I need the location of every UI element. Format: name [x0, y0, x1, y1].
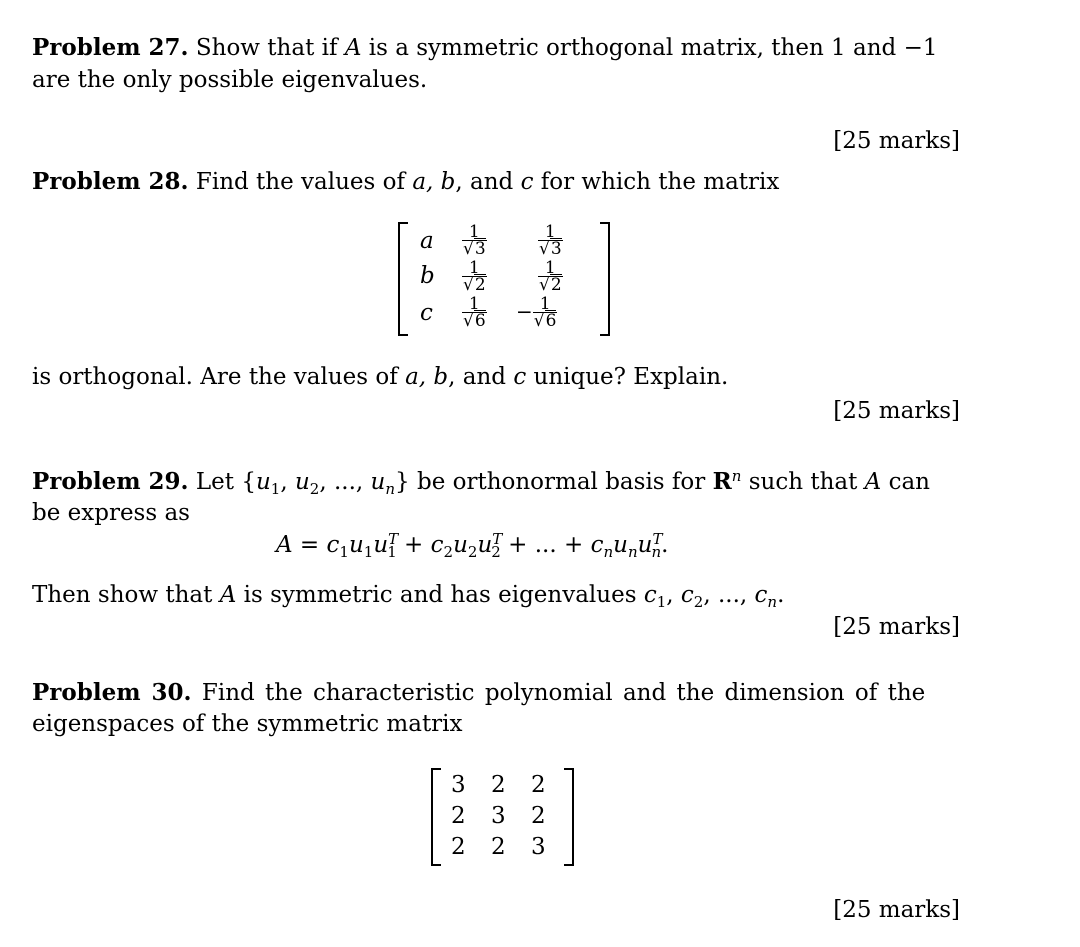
matrix-cell: $\frac{1}{√2}$ [463, 258, 486, 295]
problem-30 [32, 677, 982, 709]
problem-title: Problem 28. [32, 168, 189, 195]
matrix-symmetric [431, 768, 574, 866]
matrix-cell: 2 [451, 834, 466, 860]
equation: $A = c_1u_1u^T_1 + c_2u_2u^T_2$ + ... + $c_nu_nu^T_n$. [276, 530, 669, 561]
matrix-cell: $\frac{1}{√2}$ [539, 258, 562, 295]
marks-label: [25 marks] [833, 128, 960, 154]
matrix-cell: 2 [451, 803, 466, 829]
marks-label: [25 marks] [833, 897, 960, 923]
problem-text: is orthogonal. Are the values of a, b, and c unique? Explain. [32, 364, 729, 390]
matrix-cell: $\frac{1}{√3}$ [463, 222, 486, 259]
problem-text-line: eigenspaces of the symmetric matrix [32, 711, 463, 737]
problem-text: Then show that A is symmetric and has eigenvalues $c_1$, $c_2$, ..., $c_n$. [32, 582, 785, 611]
problem-title: Problem 27. [32, 34, 189, 61]
matrix-cell: 2 [491, 772, 506, 798]
problem-text: Show that if A is a symmetric orthogonal matrix, then 1 and −1 [195, 35, 938, 61]
matrix-cell: 3 [491, 803, 506, 829]
matrix-cell: a [420, 228, 434, 254]
problem-27 [32, 32, 982, 64]
matrix-left-bracket [398, 222, 408, 336]
matrix-cell: c [420, 300, 433, 326]
marks-label: [25 marks] [833, 398, 960, 424]
problem-text-line: are the only possible eigenvalues. [32, 67, 428, 93]
problem-text-line: be express as [32, 500, 190, 526]
matrix-abc [398, 222, 610, 336]
matrix-cell: 2 [531, 772, 546, 798]
matrix-left-bracket [431, 768, 441, 866]
matrix-cell: b [420, 263, 435, 289]
problem-29 [32, 466, 982, 498]
matrix-cell: $\frac{1}{√3}$ [539, 222, 562, 259]
problem-text: Find the values of a, b, and c for which the matrix [195, 169, 780, 195]
matrix-cell: 3 [451, 772, 466, 798]
marks-label: [25 marks] [833, 614, 960, 640]
matrix-cell: 2 [531, 803, 546, 829]
matrix-right-bracket [600, 222, 610, 336]
matrix-cell: − $\frac{1}{√6}$ [516, 294, 557, 331]
matrix-cell: $\frac{1}{√6}$ [463, 294, 486, 331]
problem-title: Problem 30. [32, 679, 192, 706]
matrix-right-bracket [564, 768, 574, 866]
problem-title: Problem 29. [32, 468, 189, 495]
matrix-cell: 2 [491, 834, 506, 860]
problem-text: Find the characteristic polynomial and the dimension of the [201, 680, 926, 706]
matrix-cell: 3 [531, 834, 546, 860]
problem-28 [32, 166, 982, 198]
problem-text: Let {$u_1$, $u_2$, ..., $u_n$} be orthonormal basis for $R^n$ such that A can [195, 467, 930, 498]
